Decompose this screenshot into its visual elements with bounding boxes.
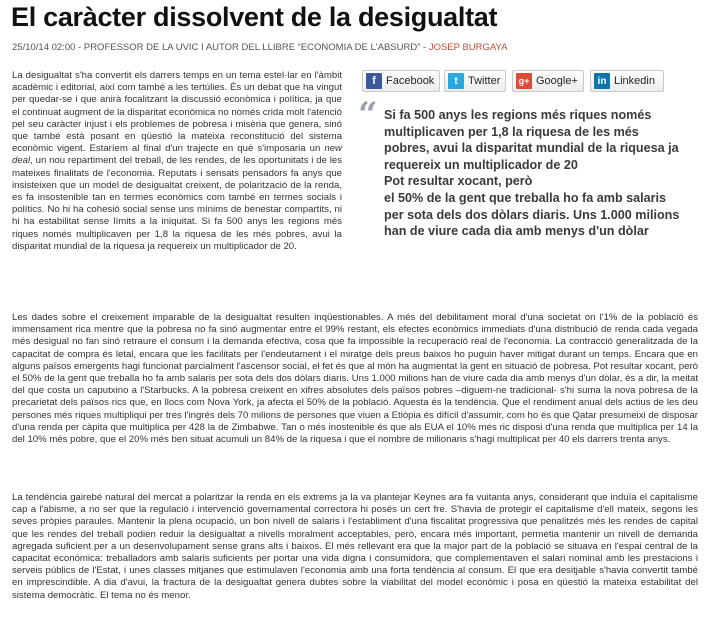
intro-text: , un nou repartiment del treball, de les rendes, de les oportunitats i de les mateixes finalitats de l'economia. Reputats i sensats pensadors fa anys que insisteixen que un model de desigualtat creixent, de polarització de la renda, es fa insostenible tan en termes econòmics com també en termes socials i polítics. No hi ha cohesió social sense uns mínims de benestar compartits, ni hi ha estabilitat sense límits a la iniquitat. Si fa 500 anys les regions més riques només multiplicaven per 1,8 la riquesa de les més pobres, avui la disparitat mundial de la riquesa ja requereix un multiplicador de 20. xyxy=(12,155,342,252)
twitter-icon: t xyxy=(448,73,464,89)
byline-separator: - xyxy=(420,42,429,53)
article-title: El caràcter dissolvent de la desigualtat xyxy=(11,2,498,32)
linkedin-share-button[interactable] xyxy=(590,70,664,92)
intro-emphasis: new deal xyxy=(12,143,342,167)
pull-quote-text: Pot resultar xocant, però xyxy=(384,174,533,189)
article-byline xyxy=(12,42,508,53)
google-plus-icon: g+ xyxy=(516,73,532,89)
quote-mark-icon: “ xyxy=(358,95,378,135)
article-date: 25/10/14 02:00 xyxy=(12,42,76,53)
author-name[interactable]: JOSEP BURGAYA xyxy=(428,42,508,53)
body-paragraph: La tendència gairebé natural del mercat a polaritzar la renda en els extrems ja la va plantejar Keynes ara fa vuitanta anys, considerant que induïa el capitalisme cap a l'abisme, a no ser que la regulació i intervenció governamental correctora hi posés un cert fre. S'havia de protegir el capitalisme d'ell mateix, segons les seves pròpies paraules. Mantenir la plena ocupació, un bon nivell de salaris i l'establiment d'una fiscalitat progressiva que penalitzés més les rendes de capital que les rendes del treball podien reduir la desigualtat a nivells moralment acceptables, però, encara més important, permetia mantenir un nivell de demanda agregada suficient per a un desenvolupament sense grans alts i baixos. El més rellevant era que la major part de la població se situava en l'espai central de la capacitat econòmica: treballadors amb salaris suficients per portar una vida digna i consumidora, que complementaven el salari nominal amb les prestacions i serveis públics de l'Estat, i unes classes mitjanes que estimulaven l'economia amb una forta tendència al consum. El que era desitjable s'havia convertit també en imprescindible. A dia d'avui, la fractura de la desigualtat genera dubtes sobre la viabilitat del model econòmic i posa en qüestió la mateixa estabilitat del sistema democràtic. El tema no és menor. xyxy=(12,492,698,601)
twitter-share-button[interactable] xyxy=(444,70,506,92)
google-plus-label: Google+ xyxy=(536,75,578,87)
twitter-label: Twitter xyxy=(468,75,501,87)
share-bar xyxy=(362,70,662,92)
pull-quote-text: el 50% de la gent que treballa ho fa amb salaris per sota dels dos dòlars diaris. Uns 1.000 milions han de viure cada dia amb menys d'un dòlar xyxy=(384,190,680,239)
linkedin-icon: in xyxy=(594,73,610,89)
facebook-share-button[interactable] xyxy=(362,70,440,92)
pull-quote xyxy=(384,107,684,240)
intro-paragraph xyxy=(12,70,342,253)
facebook-icon: f xyxy=(366,73,382,89)
author-role: PROFESSOR DE LA UVIC I AUTOR DEL LLIBRE “ECONOMIA DE L'ABSURD” xyxy=(83,42,421,53)
linkedin-label: Linkedin xyxy=(614,75,655,87)
intro-text: La desigualtat s'ha convertit els darrers temps en un tema estel·lar en l'àmbit acadèmic i editorial, així com també a les tertúlies. És un debat que ha vingut per quedar-se i que anirà focalitzant la discussió econòmica i política, ja que el continuat augment de la disparitat econòmica no només crida molt l'atenció pel seu caràcter injust i els problemes de pobresa i misèria que genera, sinó que també està posant en qüestió la mateixa reconstitució del sistema econòmic vigent. Estaríem al final d'un trajecte en què s'imposaria un xyxy=(12,70,342,155)
byline-separator: - xyxy=(75,42,84,53)
body-paragraph: Les dades sobre el creixement imparable de la desigualtat resulten inqüestionables. A més del debilitament moral d'una societat on l'1% de la població és immensament rica mentre que la pobresa no fa sinó augmentar entre el 99% restant, els efectes econòmics immediats d'una distribució de renda cada vegada més desigual no fan sinó retraure el consum i la demanda efectiva, cosa que fa impossible la recuperació real de l'economia. La contracció generalitzada de la capacitat de compra és letal, encara que les facilitats per l'endeutament i el miratge dels preus baixos ho puguin haver mitigat durant un temps. Encara que en alguns països emergents hagi funcionat parcialment l'ascensor social, el fet és que al món ha augmentat la gent en situació de pobresa. Pot resultar xocant, però el 50% de la gent que treballa ho fa amb salaris per sota dels dos dòlars diaris. Uns 1.000 milions han de viure cada dia amb menys d'un dòlar, és a dir, la meitat del que costa un caputxino a l'Starbucks. A la pobresa creixent en xifres absolutes dels països pobres –diguem-ne tradicional- s'hi suma la nova pobresa de la precarietat dels països rics que, en llocs com Nova York, ja afecta el 50% de la població. Aquesta és la tendència. Que el rendiment anual dels actius de les deu persones més riques multipliqui per tres l'ingrés dels 70 milions de persones que viuen a Etiòpia és difícil d'assumir, com ho és que Qatar presumeixi de disposar d'una renda per càpita que multiplica per 428 la de Zimbabwe. Tan o més inostenible és que als EUA el 10% més ric disposi d'una renda que multiplica per 14 la del 10% més pobre, que el 20% més ben situat acumuli un 84% de la riquesa i que el nombre de milionaris s'hagi multiplicat per 40 els darrers trenta anys. xyxy=(12,312,698,446)
pull-quote-text: Si fa 500 anys les regions més riques només multiplicaven per 1,8 la riquesa de les més pobres, avui la disparitat mundial de la riquesa ja requereix un multiplicador de 20 xyxy=(384,108,679,172)
google-plus-share-button[interactable] xyxy=(512,70,584,92)
facebook-label: Facebook xyxy=(386,75,435,87)
